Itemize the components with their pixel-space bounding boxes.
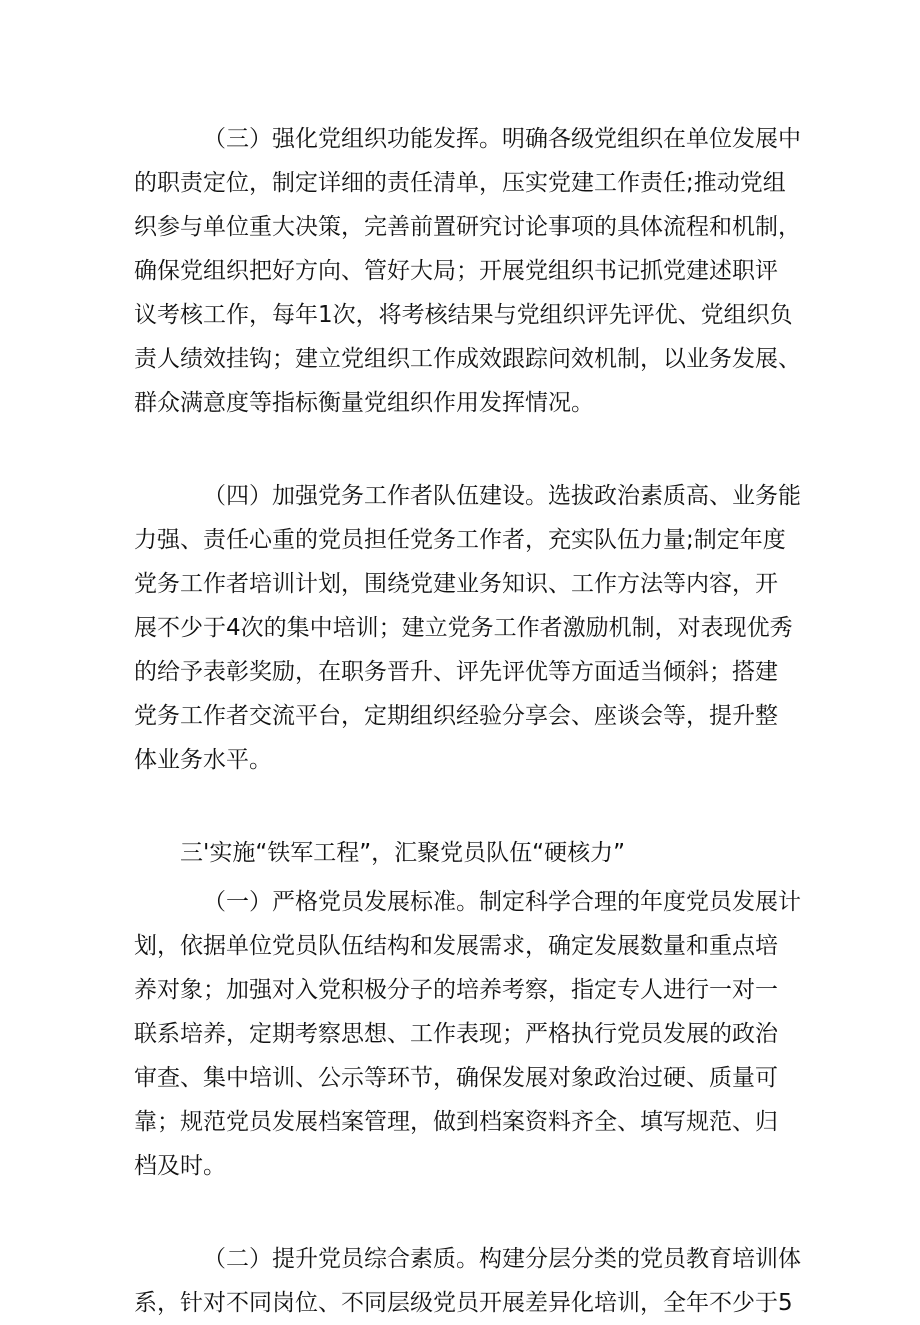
body-text-line: 责人绩效挂钩；建立党组织工作成效跟踪问效机制，以业务发展、 [134,346,801,372]
section-heading: 三'实施“铁军工程”，汇聚党员队伍“硬核力” [180,840,625,866]
body-text-line: 靠；规范党员发展档案管理，做到档案资料齐全、填写规范、归 [134,1109,778,1135]
body-text-line: 展不少于4次的集中培训；建立党务工作者激励机制，对表现优秀 [134,615,793,641]
body-text-line: 的给予表彰奖励，在职务晋升、评先评优等方面适当倾斜；搭建 [134,659,778,685]
body-text-line: 划，依据单位党员队伍结构和发展需求，确定发展数量和重点培 [134,933,778,959]
body-text-line: 系，针对不同岗位、不同层级党员开展差异化培训，全年不少于5 [134,1290,793,1316]
body-text-line: 党务工作者交流平台，定期组织经验分享会、座谈会等，提升整 [134,703,778,729]
body-text-line: 体业务水平。 [134,747,272,773]
body-text-line: 议考核工作，每年1次，将考核结果与党组织评先评优、党组织负 [134,302,793,328]
body-text-line: 联系培养，定期考察思想、工作表现；严格执行党员发展的政治 [134,1021,778,1047]
body-text-line: 确保党组织把好方向、管好大局；开展党组织书记抓党建述职评 [134,258,778,284]
body-text-line: 织参与单位重大决策，完善前置研究讨论事项的具体流程和机制， [134,214,801,240]
body-text-line: 力强、责任心重的党员担任党务工作者，充实队伍力量;制定年度 [134,527,786,553]
paragraph-heading-line: （一）严格党员发展标准。制定科学合理的年度党员发展计 [203,889,801,915]
paragraph-heading-line: （三）强化党组织功能发挥。明确各级党组织在单位发展中 [203,126,801,152]
body-text-line: 审查、集中培训、公示等环节，确保发展对象政治过硬、质量可 [134,1065,778,1091]
body-text-line: 养对象；加强对入党积极分子的培养考察，指定专人进行一对一 [134,977,778,1003]
body-text-line: 档及时。 [134,1153,226,1179]
paragraph-heading-line: （二）提升党员综合素质。构建分层分类的党员教育培训体 [203,1246,801,1272]
body-text-line: 群众满意度等指标衡量党组织作用发挥情况。 [134,390,594,416]
body-text-line: 党务工作者培训计划，围绕党建业务知识、工作方法等内容，开 [134,571,778,597]
paragraph-heading-line: （四）加强党务工作者队伍建设。选拔政治素质高、业务能 [203,483,801,509]
body-text-line: 的职责定位，制定详细的责任清单，压实党建工作责任;推动党组 [134,170,786,196]
